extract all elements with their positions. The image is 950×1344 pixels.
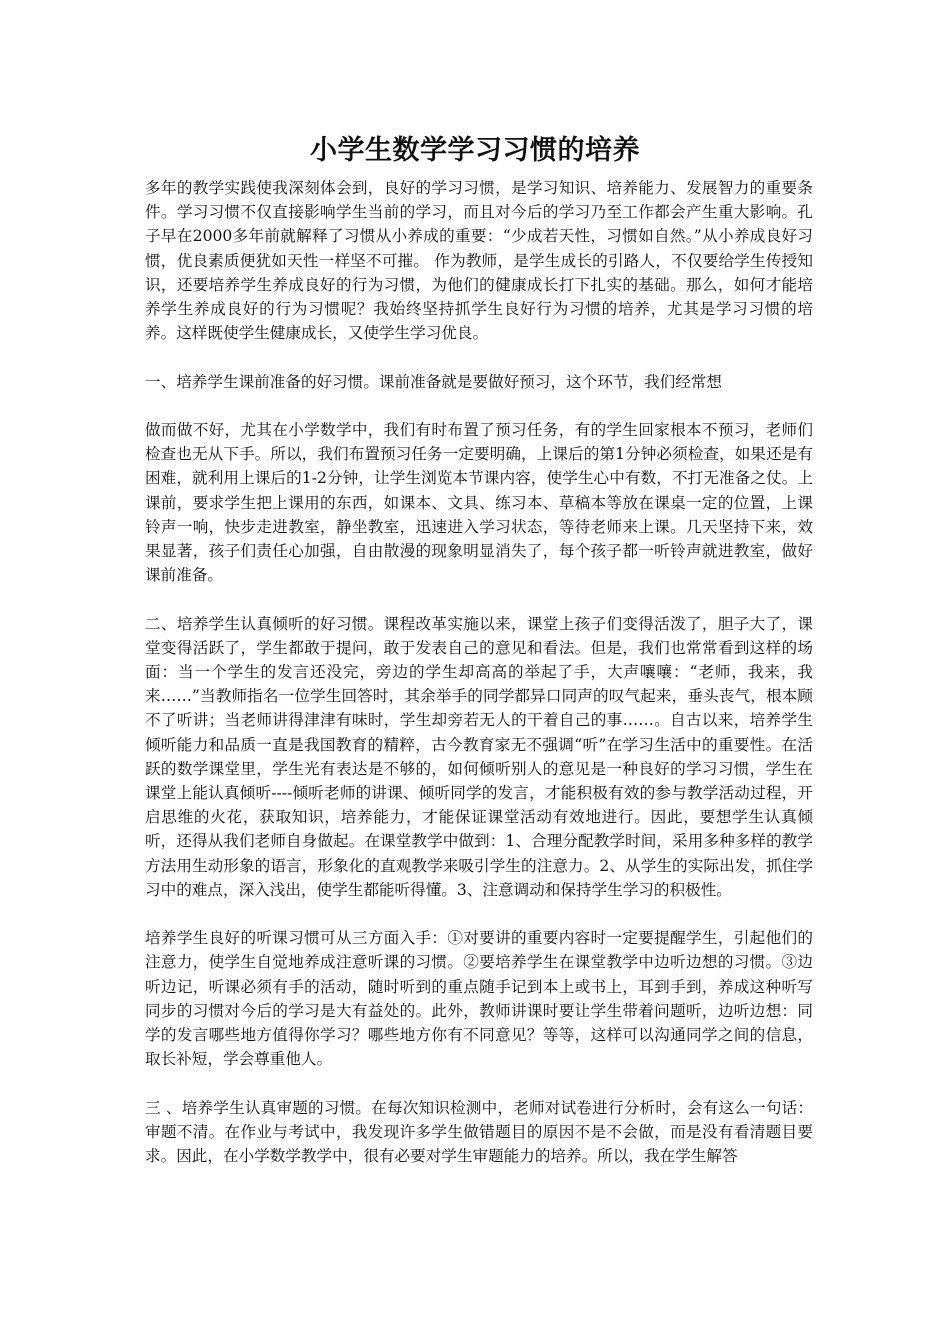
document-title: 小学生数学学习习惯的培养 [310,135,640,166]
paragraph-section-one-heading: 一、培养学生课前准备的好习惯。课前准备就是要做好预习，这个环节，我们经常想 [145,372,722,391]
paragraph-listening-habits: 培养学生良好的听课习惯可从三方面入手：①对要讲的重要内容时一定要提醒学生，引起他们的注意力，使学生自觉地养成注意听课的习惯。②要培养学生在课堂教学中边听边想的习惯。③边听边记，听课必须有手的活动，随时听到的重点随手记到本上或书上，耳到手到，养成这种听写同步的习惯对今后的学习是大有益处的。此外，教师讲课时要让学生带着问题听，边听边想：同学的发言哪些地方值得你学习？哪些地方你有不同意见？等等，这样可以沟通同学之间的信息，取长补短，学会尊重他人。 [145,929,813,1069]
paragraph-spacer [145,394,813,418]
paragraph-spacer [145,587,813,611]
document-body [145,176,813,1168]
paragraph-section-two: 二、培养学生认真倾听的好习惯。课程改革实施以来，课堂上孩子们变得活泼了，胆子大了，课堂变得活跃了，学生都敢于提问，敢于发表自己的意见和看法。但是，我们也常常看到这样的场面：当一个学生的发言还没完，旁边的学生却高高的举起了手，大声嚷嚷：“老师，我来，我来……”当教师指名一位学生回答时，其余举手的同学都异口同声的叹气起来，垂头丧气，根本顾不了听讲；当老师讲得津津有味时，学生却旁若无人的干着自己的事……。自古以来，培养学生倾听能力和品质一直是我国教育的精粹，古今教育家无不强调“听”在学习生活中的重要性。在活跃的数学课堂里，学生光有表达是不够的，如何倾听别人的意见是一种良好的学习习惯，学生在课堂上能认真倾听----倾听老师的讲课、倾听同学的发言，才能积极有效的参与教学活动过程，开启思维的火花，获取知识，培养能力，才能保证课堂活动有效地进行。因此，要想学生认真倾听，还得从我们老师自身做起。在课堂教学中做到：1、合理分配教学时间，采用多种多样的教学方法用生动形象的语言，形象化的直观教学来吸引学生的注意力。2、从学生的实际出发，抓住学习中的难点，深入浅出，使学生都能听得懂。3、注意调动和保持学生学习的积极性。 [145,614,813,899]
paragraph-section-one-body: 做而做不好，尤其在小学数学中，我们有时布置了预习任务，有的学生回家根本不预习，老师们检查也无从下手。所以，我们布置预习任务一定要明确，上课后的第1分钟必须检查，如果还是有困难，就利用上课后的1-2分钟，让学生浏览本节课内容，使学生心中有数，不打无准备之仗。上课前，要求学生把上课用的东西，如课本、文具、练习本、草稿本等放在课桌一定的位置，上课铃声一响，快步走进教室，静坐教室，迅速进入学习状态，等待老师来上课。几天坚持下来，效果显著，孩子们责任心加强，自由散漫的现象明显消失了，每个孩子都一听铃声就进教室，做好课前准备。 [145,421,813,585]
paragraph-spacer [145,345,813,369]
paragraph-spacer [145,902,813,926]
paragraph-intro: 多年的教学实践使我深刻体会到，良好的学习习惯，是学习知识、培养能力、发展智力的重要条件。学习习惯不仅直接影响学生当前的学习，而且对今后的学习乃至工作都会产生重大影响。孔子早在2000多年前就解释了习惯从小养成的重要：“少成若天性，习惯如自然。”从小养成良好习惯，优良素质便犹如天性一样坚不可摧。 作为教师，是学生成长的引路人，不仅要给学生传授知识，还要培养学生养成良好的行为习惯，为他们的健康成长打下扎实的基础。那么，如何才能培养学生养成良好的行为习惯呢？我始终坚持抓学生良好行为习惯的培养，尤其是学习习惯的培养。这样既使学生健康成长，又使学生学习优良。 [145,179,813,343]
paragraph-spacer [145,1071,813,1095]
paragraph-section-three: 三 、培养学生认真审题的习惯。在每次知识检测中，老师对试卷进行分析时，会有这么一句话：审题不清。在作业与考试中，我发现许多学生做错题目的原因不是不会做，而是没有看清题目要求。因此，在小学数学教学中，很有必要对学生审题能力的培养。所以，我在学生解答 [145,1098,813,1166]
